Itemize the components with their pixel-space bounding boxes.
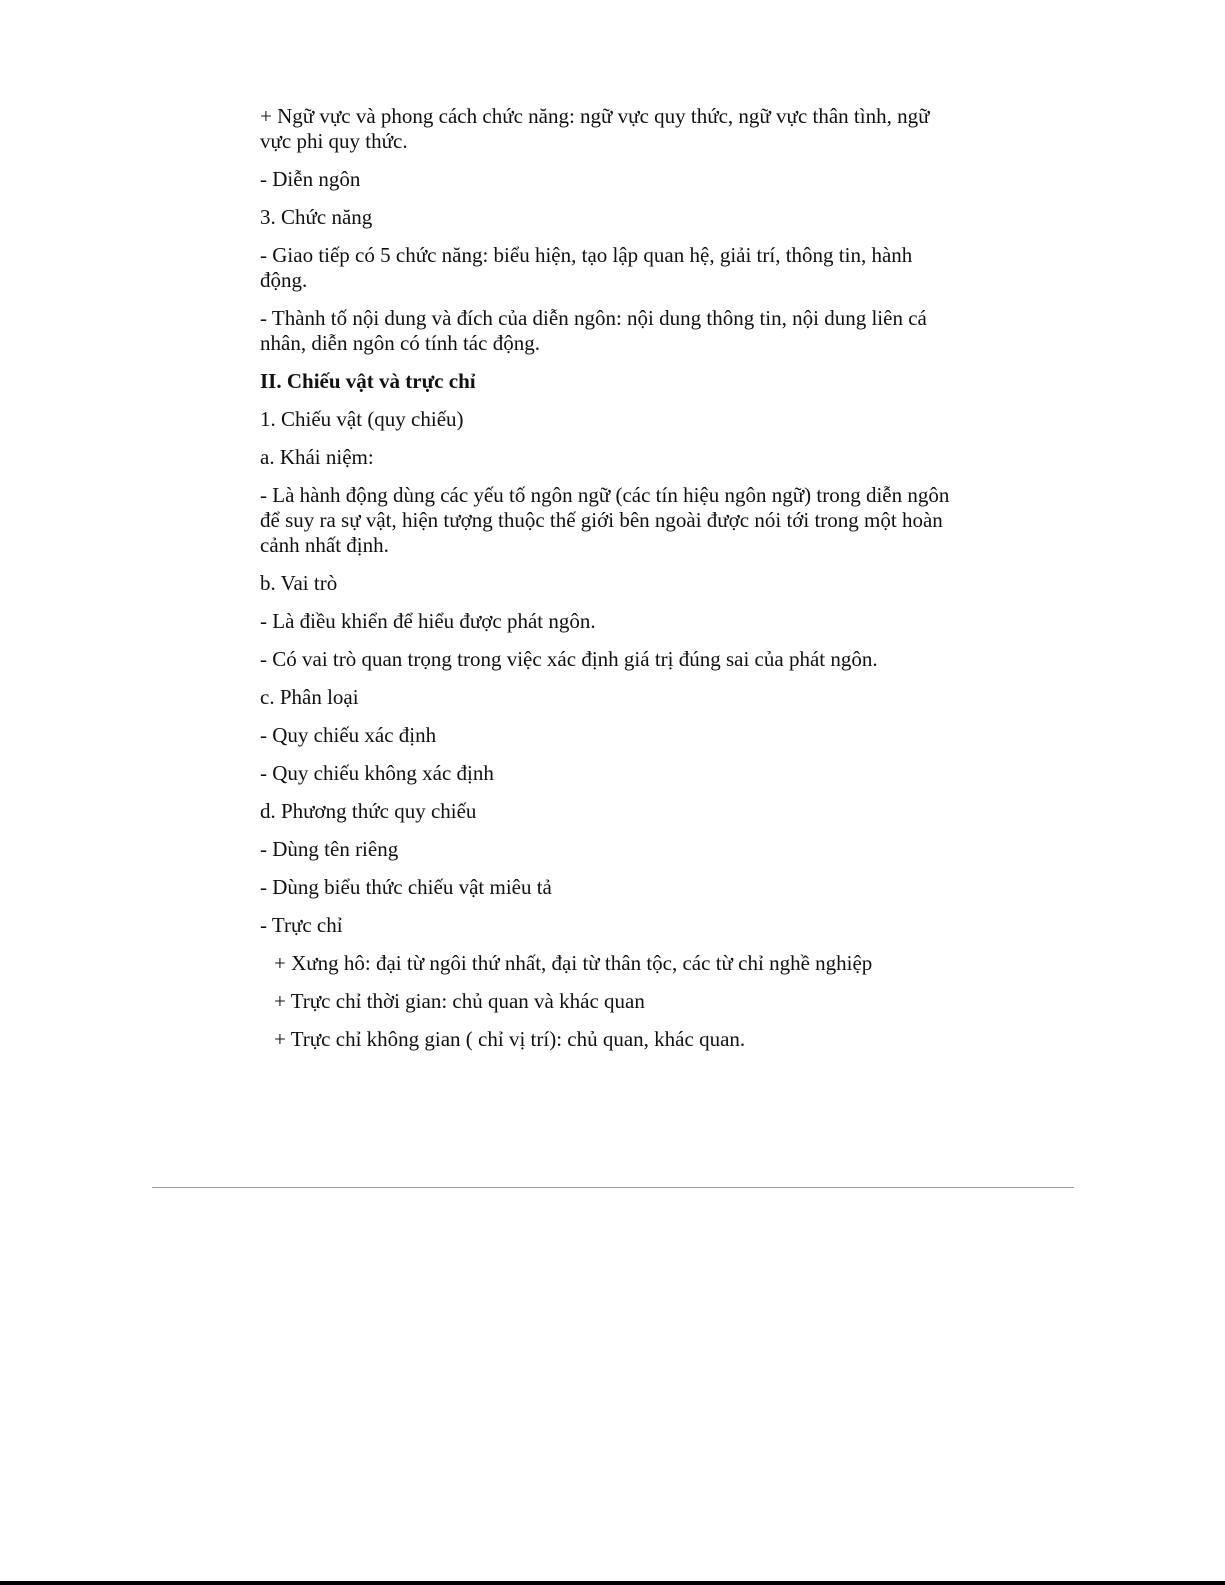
paragraph-indefinite-reference: - Quy chiếu không xác định <box>260 761 494 785</box>
heading-classification: c. Phân loại <box>260 685 359 709</box>
page-divider <box>152 1187 1074 1188</box>
paragraph-register-styles: + Ngữ vực và phong cách chức năng: ngữ vực quy thức, ngữ vực thân tình, ngữ vực phi quy thức. <box>260 104 930 153</box>
section-heading-reference-deixis: II. Chiếu vật và trực chỉ <box>260 369 476 393</box>
paragraph-space-deixis: + Trực chỉ không gian ( chỉ vị trí): chủ quan, khác quan. <box>274 1027 746 1051</box>
paragraph-person-deixis: + Xưng hô: đại từ ngôi thứ nhất, đại từ thân tộc, các từ chỉ nghề nghiệp <box>274 951 873 975</box>
paragraph-discourse: - Diễn ngôn <box>260 167 361 191</box>
paragraph-role-2: - Có vai trò quan trọng trong việc xác định giá trị đúng sai của phát ngôn. <box>260 647 878 671</box>
paragraph-descriptive-expressions: - Dùng biểu thức chiếu vật miêu tả <box>260 875 552 899</box>
paragraph-communication-functions: - Giao tiếp có 5 chức năng: biểu hiện, tạo lập quan hệ, giải trí, thông tin, hành động. <box>260 243 913 292</box>
paragraph-role-1: - Là điều khiển để hiểu được phát ngôn. <box>260 609 596 633</box>
page-bottom-edge <box>0 1581 1225 1585</box>
paragraph-deixis: - Trực chỉ <box>260 913 343 937</box>
heading-concept: a. Khái niệm: <box>260 445 374 469</box>
paragraph-content-components: - Thành tố nội dung và đích của diễn ngôn: nội dung thông tin, nội dung liên cá nhân, diễn ngôn có tính tác động. <box>260 306 927 355</box>
heading-role: b. Vai trò <box>260 571 338 595</box>
paragraph-time-deixis: + Trực chỉ thời gian: chủ quan và khác quan <box>274 989 645 1013</box>
heading-reference-methods: d. Phương thức quy chiếu <box>260 799 477 823</box>
paragraph-concept-definition: - Là hành động dùng các yếu tố ngôn ngữ (các tín hiệu ngôn ngữ) trong diễn ngôn để suy ra sự vật, hiện tượng thuộc thế giới bên ngoài được nói tới trong một hoàn cảnh nhất định. <box>260 483 950 557</box>
paragraph-definite-reference: - Quy chiếu xác định <box>260 723 437 747</box>
heading-reference: 1. Chiếu vật (quy chiếu) <box>260 407 464 431</box>
heading-functions: 3. Chức năng <box>260 205 373 229</box>
paragraph-proper-names: - Dùng tên riêng <box>260 837 399 861</box>
document-body <box>260 104 960 1065</box>
